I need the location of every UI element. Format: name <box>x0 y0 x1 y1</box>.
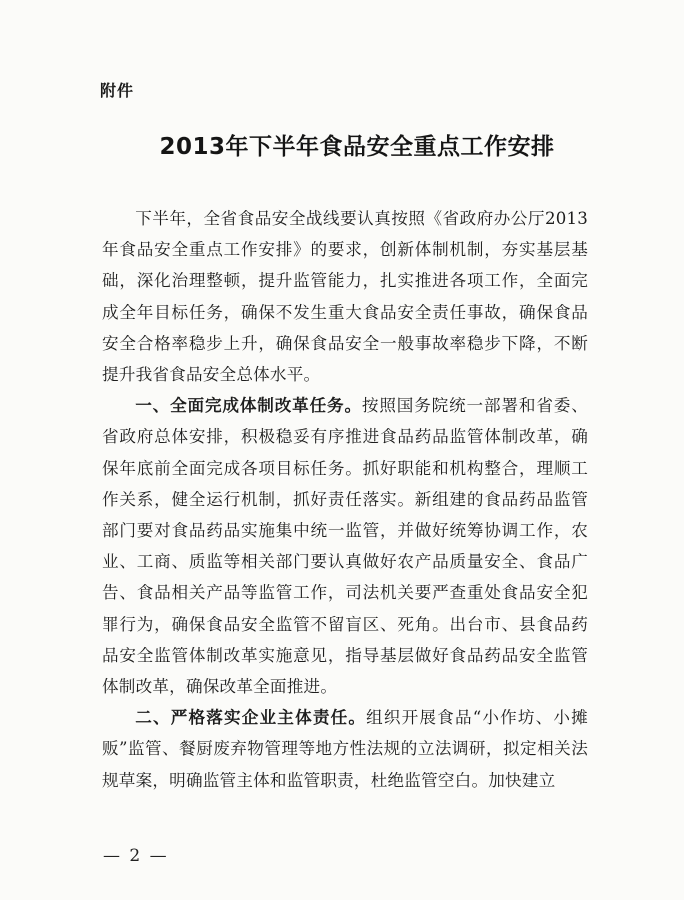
attachment-label: 附件 <box>100 81 135 100</box>
intro-paragraph: 下半年，全省食品安全战线要认真按照《省政府办公厅2013年食品安全重点工作安排》的要求，创新体制机制，夯实基层基础，深化治理整顿，提升监管能力，扎实推进各项工作，全面完成全年目标任务，确保不发生重大食品安全责任事故，确保食品安全合格率稳步上升，确保食品安全一般事故率稳步下降，不断提升我省食品安全总体水平。 <box>102 209 588 385</box>
section-heading: 一、全面完成体制改革任务。 <box>135 396 362 416</box>
document-body <box>102 203 588 796</box>
section-heading: 二、严格落实企业主体责任。 <box>135 708 367 728</box>
document-title: 2013年下半年食品安全重点工作安排 <box>159 134 555 160</box>
section-paragraph <box>102 702 588 796</box>
section-paragraph <box>102 390 588 702</box>
section-text: 组织开展食品“小作坊、小摊贩”监管、餐厨废弃物管理等地方性法规的立法调研，拟定相关法规草案，明确监管主体和监管职责，杜绝监管空白。加快建立 <box>102 708 588 790</box>
section-text: 按照国务院统一部署和省委、省政府总体安排，积极稳妥有序推进食品药品监管体制改革，确保年底前全面完成各项目标任务。抓好职能和机构整合，理顺工作关系，健全运行机制，抓好责任落实。新组建的食品药品监管部门要对食品药品实施集中统一监管，并做好统筹协调工作，农业、工商、质监等相关部门要认真做好农产品质量安全、食品广告、食品相关产品等监管工作，司法机关要严查重处食品安全犯罪行为，确保食品安全监管不留盲区、死角。出台市、县食品药品安全监管体制改革实施意见，指导基层做好食品药品安全监管体制改革，确保改革全面推进。 <box>102 396 588 697</box>
page-number: — 2 — <box>103 846 169 866</box>
